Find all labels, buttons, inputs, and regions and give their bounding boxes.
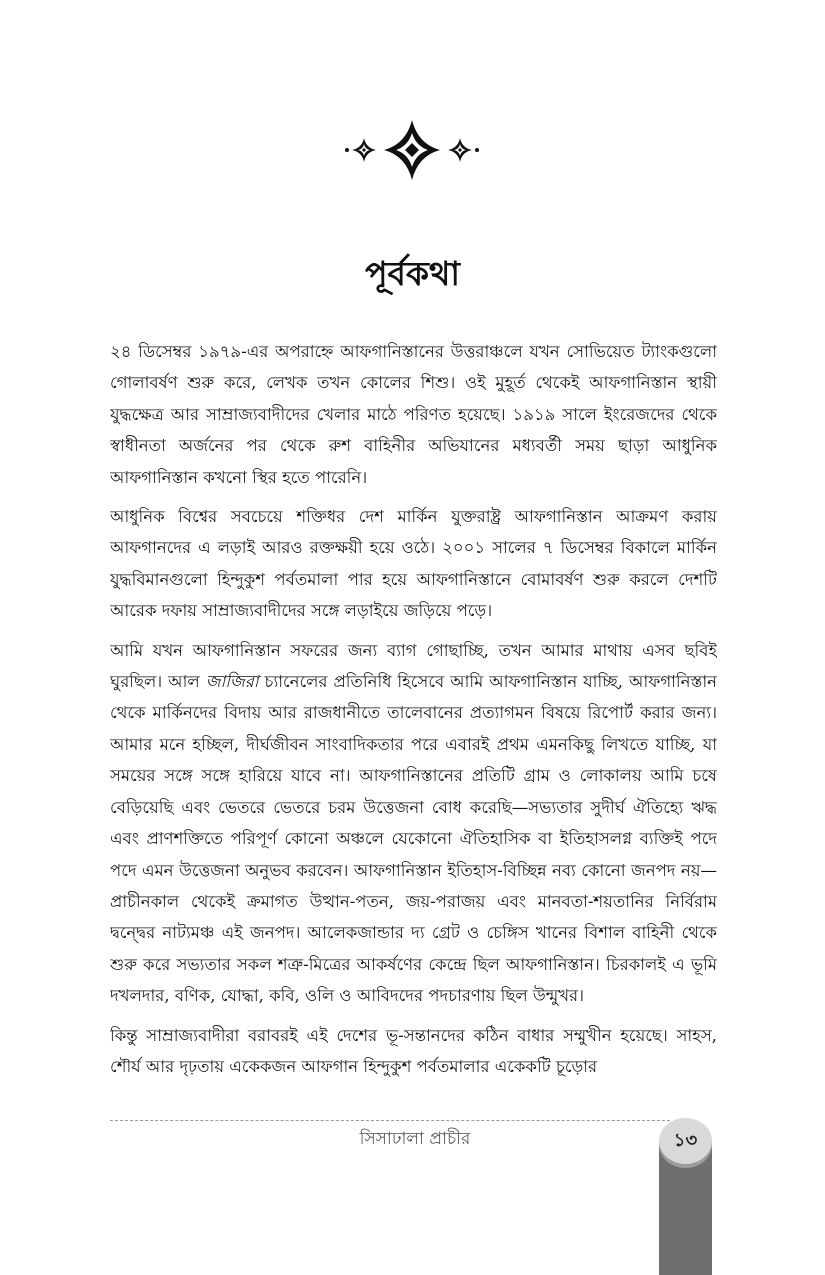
body-text (110, 336, 717, 1116)
diamond-star-ornament-icon (342, 118, 482, 182)
paragraph: কিন্তু সাম্রাজ্যবাদীরা বরাবরই এই দেশের ভূ-সন্তানদের কঠিন বাধার সম্মুখীন হয়েছে। সাহস, শৌর্য আর দৃঢ়তায় একেকজন আফগান হিন্দুকুশ পর্বতমালার একেকটি চূড়োর (110, 1025, 717, 1076)
paragraph (110, 635, 717, 1012)
paragraph: আধুনিক বিশ্বের সবচেয়ে শক্তিধর দেশ মার্কিন যুক্তরাষ্ট্র আফগানিস্তান আক্রমণ করায় আফগানদের এ লড়াই আরও রক্তক্ষয়ী হয়ে ওঠে। ২০০১ সালের ৭ ডিসেম্বর বিকালে মার্কিন যুদ্ধবিমানগুলো হিন্দুকুশ পর্বতমালা পার হয়ে আফগানিস্তানে বোমাবর্ষণ শুরু করলে দেশটি আরেক দফায় সাম্রাজ্যবাদীদের সঙ্গে লড়াইয়ে জড়িয়ে পড়ে। (110, 507, 717, 621)
page-number: ১৩ (659, 1118, 712, 1164)
channel-name-italic: জাজিরা (205, 672, 259, 692)
footer-divider (110, 1120, 670, 1121)
chapter-title: পূর্বকথা (365, 254, 460, 293)
chapter-ornament (342, 118, 482, 182)
paragraph: ২৪ ডিসেম্বর ১৯৭৯-এর অপরাহ্নে আফগানিস্তানের উত্তরাঞ্চলে যখন সোভিয়েত ট্যাংকগুলো গোলাবর্ষণ শুরু করে, লেখক তখন কোলের শিশু। ওই মুহূর্ত থেকেই আফগানিস্তান স্থায়ী যুদ্ধক্ষেত্র আর সাম্রাজ্যবাদীদের খেলার মাঠে পরিণত হয়েছে। ১৯১৯ সালে ইংরেজদের থেকে স্বাধীনতা অর্জনের পর থেকে রুশ বাহিনীর অভিযানের মধ্যবর্তী সময় ছাড়া আধুনিক আফগানিস্তান কখনো স্থির হতে পারেনি। (110, 342, 717, 487)
paragraph-text: আমি যখন আফগানিস্তান সফরের জন্য ব্যাগ গোছাচ্ছি, তখন আমার মাথায় এসব ছবিই ঘুরছিল। আল (110, 640, 717, 692)
paragraph-text: চ্যানেলের প্রতিনিধি হিসেবে আমি আফগানিস্তান যাচ্ছি, আফগানিস্তান থেকে মার্কিনদের বিদায় আর রাজধানীতে তালেবানের প্রত্যাগমন বিষয়ে রিপোর্ট করার জন্য। আমার মনে হচ্ছিল, দীর্ঘজীবন সাংবাদিকতার পরে এবারই প্রথম এমনকিছু লিখতে যাচ্ছি, যা সময়ের সঙ্গে সঙ্গে হারিয়ে যাবে না। আফগানিস্তানের প্রতিটি গ্রাম ও লোকালয় আমি চষে বেড়িয়েছি এবং ভেতরে ভেতরে চরম উত্তেজনা বোধ করেছি—সভ্যতার সুদীর্ঘ ঐতিহ্যে ঋদ্ধ এবং প্রাণশক্তিতে পরিপূর্ণ কোনো অঞ্চলে যেকোনো ঐতিহাসিক বা ইতিহাসলগ্ন ব্যক্তিই পদে পদে এমন উত্তেজনা অনুভব করবেন। আফগানিস্তান ইতিহাস-বিচ্ছিন্ন নব্য কোনো জনপদ নয়—প্রাচীনকাল থেকেই ক্রমাগত উত্থান-পতন, জয়-পরাজয় এবং মানবতা-শয়তানির নির্বিরাম দ্বন্দ্বের নাট্যমঞ্চ এই জনপদ। আলেকজান্ডার দ্য গ্রেট ও চেঙ্গিস খানের বিশাল বাহিনী থেকে শুরু করে সভ্যতার সকল শত্রু-মিত্রের আকর্ষণের কেন্দ্রে ছিল আফগানিস্তান। চিরকালই এ ভূমি দখলদার, বণিক, যোদ্ধা, কবি, ওলি ও আবিদদের পদচারণায় ছিল উন্মুখর। (110, 672, 717, 1006)
running-book-title: সিসাঢালা প্রাচীর (359, 1129, 471, 1149)
